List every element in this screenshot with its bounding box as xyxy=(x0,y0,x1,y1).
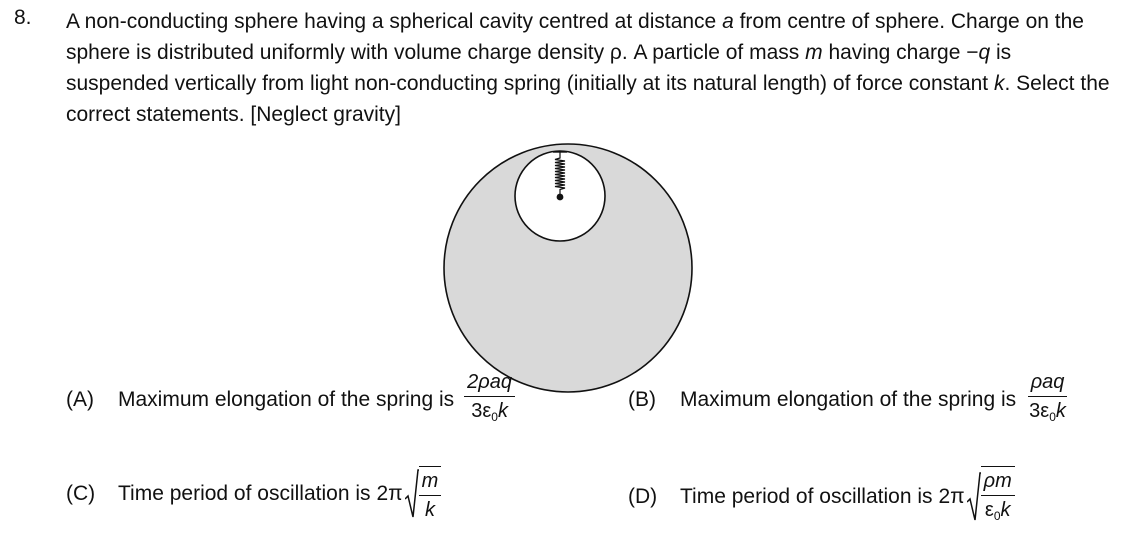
question-text-part: A non-conducting sphere having a spherical cavity centred at distance xyxy=(66,10,723,33)
option-c xyxy=(66,466,441,522)
question-number: 8. xyxy=(14,6,32,29)
option-d-prefix: 2π xyxy=(938,485,965,508)
option-c-label: (C) xyxy=(66,482,96,505)
question-text-part: from centre of sphere. Charge on the sphere is distributed uniformly with volume charge density ρ. A particle of mass xyxy=(66,10,1084,64)
option-b-text: Maximum elongation of the spring is xyxy=(680,387,1017,411)
option-d-numerator: ρm xyxy=(983,470,1012,492)
option-a-denominator-sub: 0 xyxy=(491,410,498,424)
option-c-text: Time period of oscillation is xyxy=(118,482,371,505)
option-d-denominator-sub: 0 xyxy=(993,509,1001,523)
option-c-denominator: k xyxy=(425,499,435,521)
option-d-sqrt xyxy=(967,466,1015,528)
charged-particle xyxy=(557,194,564,201)
radical-sign-icon xyxy=(405,469,419,519)
var-q: q xyxy=(978,41,991,64)
option-a-numerator: 2ρaq xyxy=(467,371,512,393)
option-c-numerator: m xyxy=(421,470,439,492)
option-a-label: (A) xyxy=(66,387,94,411)
option-b-denominator-sub: 0 xyxy=(1049,410,1056,424)
option-b xyxy=(628,370,1069,429)
option-a-denominator-var: k xyxy=(497,400,508,422)
option-b-label: (B) xyxy=(628,387,656,411)
option-d-denominator-var: k xyxy=(1000,499,1011,521)
var-m: m xyxy=(805,41,823,64)
option-d-label: (D) xyxy=(628,485,658,508)
option-d xyxy=(628,466,1015,528)
radical-sign-icon xyxy=(967,472,981,522)
question-text-part: . Select the correct statements. [Neglect gravity] xyxy=(66,72,1110,126)
option-c-prefix: 2π xyxy=(376,482,403,505)
question-text-part: having charge − xyxy=(822,41,979,64)
option-d-fraction xyxy=(981,469,1015,528)
option-a xyxy=(66,370,515,429)
option-a-fraction xyxy=(464,370,515,429)
option-b-denominator: 3ε xyxy=(1029,400,1050,422)
option-a-denominator: 3ε xyxy=(471,400,492,422)
question-text xyxy=(66,6,1116,130)
var-a: a xyxy=(722,10,734,33)
option-b-numerator: ρaq xyxy=(1030,371,1065,393)
option-b-fraction xyxy=(1026,370,1069,429)
option-c-fraction xyxy=(419,469,442,522)
option-d-text: Time period of oscillation is xyxy=(680,485,933,508)
option-c-sqrt xyxy=(405,466,442,522)
figure-svg xyxy=(440,140,696,396)
option-a-text: Maximum elongation of the spring is xyxy=(118,387,455,411)
question-text-part: is suspended vertically from light non-conducting spring (initially at its natural length) of force constant xyxy=(66,41,1012,95)
sphere-with-cavity-figure xyxy=(440,140,696,396)
option-b-denominator-var: k xyxy=(1055,400,1066,422)
option-d-denominator: ε xyxy=(984,499,994,521)
var-k: k xyxy=(993,72,1005,95)
